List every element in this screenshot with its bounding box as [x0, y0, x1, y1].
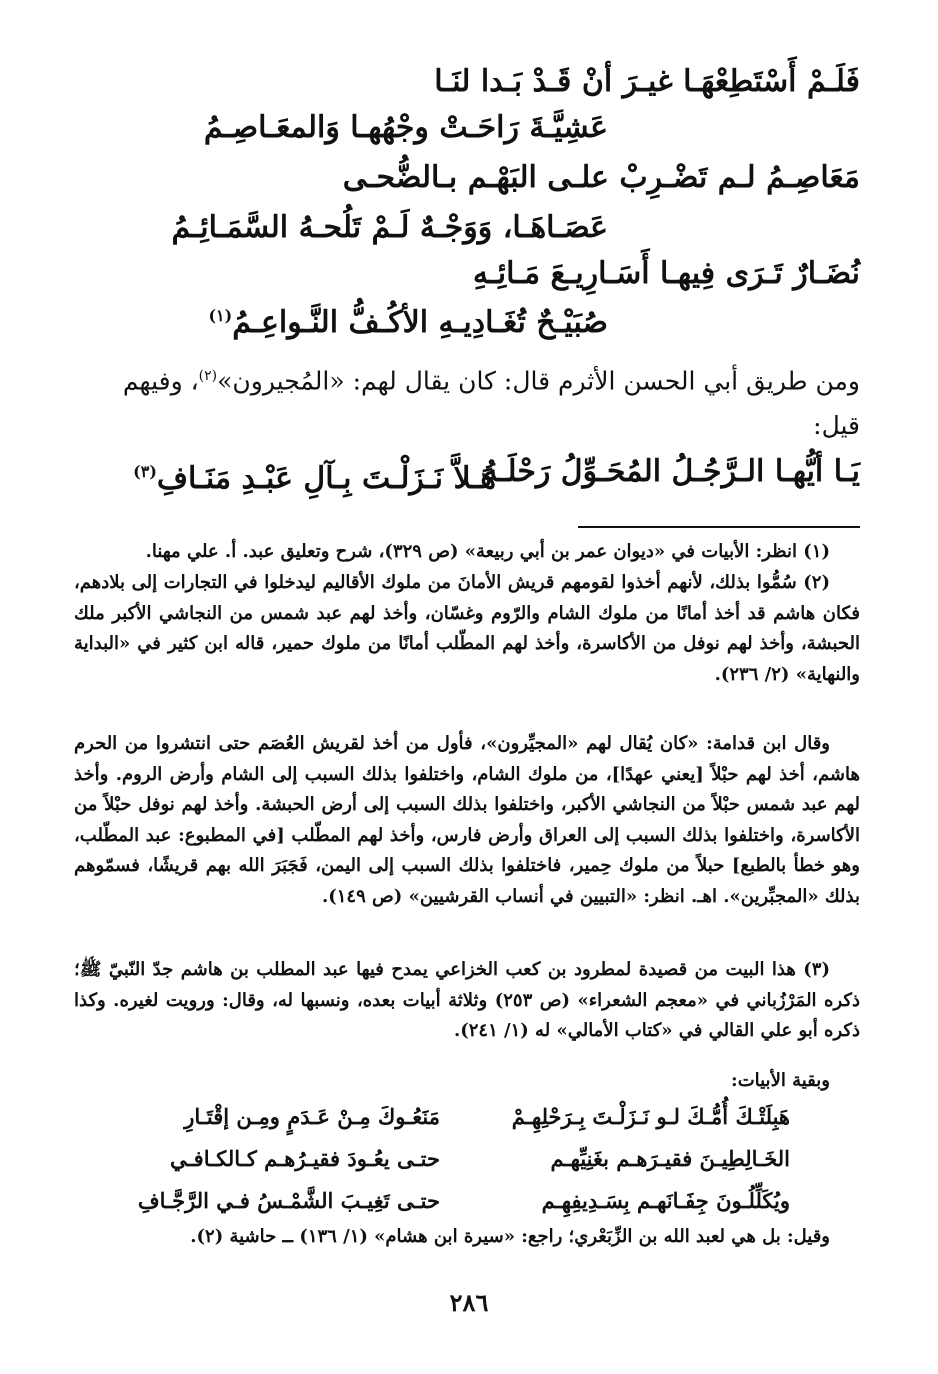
poem-row	[74, 1180, 860, 1222]
footnote-1	[74, 537, 860, 568]
footnote-separator	[578, 526, 860, 528]
footnote-marker: (٢)	[198, 368, 218, 384]
footnote-marker: (١)	[208, 306, 233, 325]
poem-right-hemistich: ويُكَلِّلُـونَ جِفَـانَهـم بِسَـدِيفِهِـم	[541, 1188, 790, 1213]
verse-line: نُضَـارٌ تَـرَى فِيهـا أَسَـارِيـعَ مَـائِـهِ	[472, 256, 860, 291]
footnote-text: وبقية الأبيات:	[731, 1070, 830, 1091]
footnote-3	[74, 955, 860, 1047]
verse-line: فَلَـمْ أَسْتَطِعْهَـا غيـرَ أنْ قَـدْ بَـدا لنَـا	[434, 64, 860, 99]
page-number: ٢٨٦	[449, 1288, 489, 1317]
poem-left-hemistich: حتـى تَغِيـبَ الشَّمْـسُ فـي الرَّجَّـافِ	[137, 1188, 440, 1213]
main-text-tail: ، وفيهم	[122, 366, 199, 396]
footnote-text: وقال ابن قدامة: «كان يُقال لهم «المجيِّرون»، فأول من أخذ لقريش العُصَم حتى انتشروا من الحرم هاشم، أخذ لهم حبْلاً [يعني عهدًا]، من ملوك الشام، واختلفوا بذلك السبب إلى الشام وأرض الروم. وأخذ لهم عبد شمس حبْلاً من النجاشي الأكبر، واختلفوا بذلك السبب إلى أرض الحبشة. وأخذ لهم نوفل حبْلاً من الأكاسرة، واختلفوا بذلك السبب إلى العراق وأرض فارس، وأخذ لهم المطّلب [في المطبوع: عبد المطّلب، وهو خطأ بالطبع] حبلاً من ملوك حِمير، فاختلفوا بذلك السبب إلى اليمن، فَجَبَرَ الله بهم قريشًا، فسمّوهم بذلك «المجبِّرين». اهـ. انظر: «التبيين في أنساب القرشيين» (ص ١٤٩).	[74, 733, 860, 907]
footnote-2	[74, 568, 860, 690]
poem-row	[74, 1096, 860, 1138]
footnote-text: (٢) سُمُّوا بذلك، لأنهم أخذوا لقومهم قريش الأمانَ من ملوك الأقاليم ليدخلوا في التجارات إلى بلادهم، فكان هاشم قد أخذ أمانًا من ملوك الشام والرّوم وغسّان، وأخذ لهم عبد شمس من النجاشي الأكبر ملك الحبشة، وأخذ لهم نوفل من الأكاسرة، وأخذ لهم المطّلب أمانًا من ملوك حمير، قاله ابن كثير في «البداية والنهاية» (٢/ ٢٣٦).	[74, 572, 860, 685]
footnote-marker: (٣)	[133, 462, 157, 481]
footnote-poem	[74, 1096, 860, 1222]
verse-line	[208, 296, 608, 343]
main-text-line: قيل:	[813, 411, 860, 440]
poem-right-hemistich: الخَـالِطِيـنَ فقيـرَهـم بغَنِيِّهـم	[550, 1146, 790, 1171]
footnote-text: وقيل: بل هي لعبد الله بن الزِّبَعْري؛ راجع: «سيرة ابن هشام» (١/ ١٣٦) ــ حاشية (٢).	[190, 1226, 830, 1247]
poem-left-hemistich: حتـى يعُـودَ فقيـرُهـم كـالكـافـي	[170, 1146, 440, 1171]
footnote-2-continuation	[74, 729, 860, 913]
poem-left-hemistich: مَنَعُـوكَ مِـنْ عَـدَمٍ ومِـن إقْتَـارِ	[184, 1104, 440, 1129]
verse-text: صُبَيْـحٌ تُغَـادِيـهِ الأكُـفُّ النَّـواعِـمُ	[232, 305, 608, 340]
verse-line: عَصَـاهَـا، وَوَجْـهٌ لَـمْ تَلُحـهُ السَّمَـائِـمُ	[171, 210, 608, 245]
closing-note	[74, 1222, 860, 1253]
footnote-text: (٣) هذا البيت من قصيدة لمطرود بن كعب الخزاعي يمدح فيها عبد المطلب بن هاشم جدّ النّبيّ ﷺ؛ ذكره المَرْزُباني في «معجم الشعراء» (ص ٢٥٣) وثلاثة أبيات بعده، ونسبها له، وقال: ورويت لغيره. وكذا ذكره أبو علي القالي في «كتاب الأمالي» له (١/ ٢٤١).	[74, 959, 860, 1042]
footnote-text: (١) انظر: الأبيات في «ديوان عمر بن أبي ربيعة» (ص ٣٢٩)، شرح وتعليق عبد. أ. علي مهنا.	[145, 541, 830, 562]
poem-intro	[74, 1066, 860, 1097]
verse-line: مَعَاصِـمُ لـم تَضْـرِبْ علـى البَهْـم بـالضُّحـى	[342, 160, 860, 195]
main-text: ومن طريق أبي الحسن الأثرم قال: كان يقال لهم: «المُجيرون»	[217, 366, 860, 396]
verse-text: هَـلاَّ نَـزَلْـتَ بِـآلِ عَبْـدِ مَنَـافِ	[156, 461, 496, 496]
verse-line: عَشِيَّـةَ رَاحَـتْ وجْهُهـا وَالمعَـاصِـمُ	[203, 110, 608, 145]
poem-right-hemistich: هَبِلَتْـكَ أُمُّـكَ لـو نَـزَلْـتَ بِـرَحْلِهِـمْ	[511, 1104, 790, 1129]
poem-row	[74, 1138, 860, 1180]
couplet-left-hemistich	[133, 452, 496, 499]
main-text-line	[123, 358, 860, 399]
couplet-right-hemistich: يَـا أيُّهـا الـرَّجُـلُ المُحَـوِّلُ رَحْلَـهُ	[482, 454, 860, 489]
